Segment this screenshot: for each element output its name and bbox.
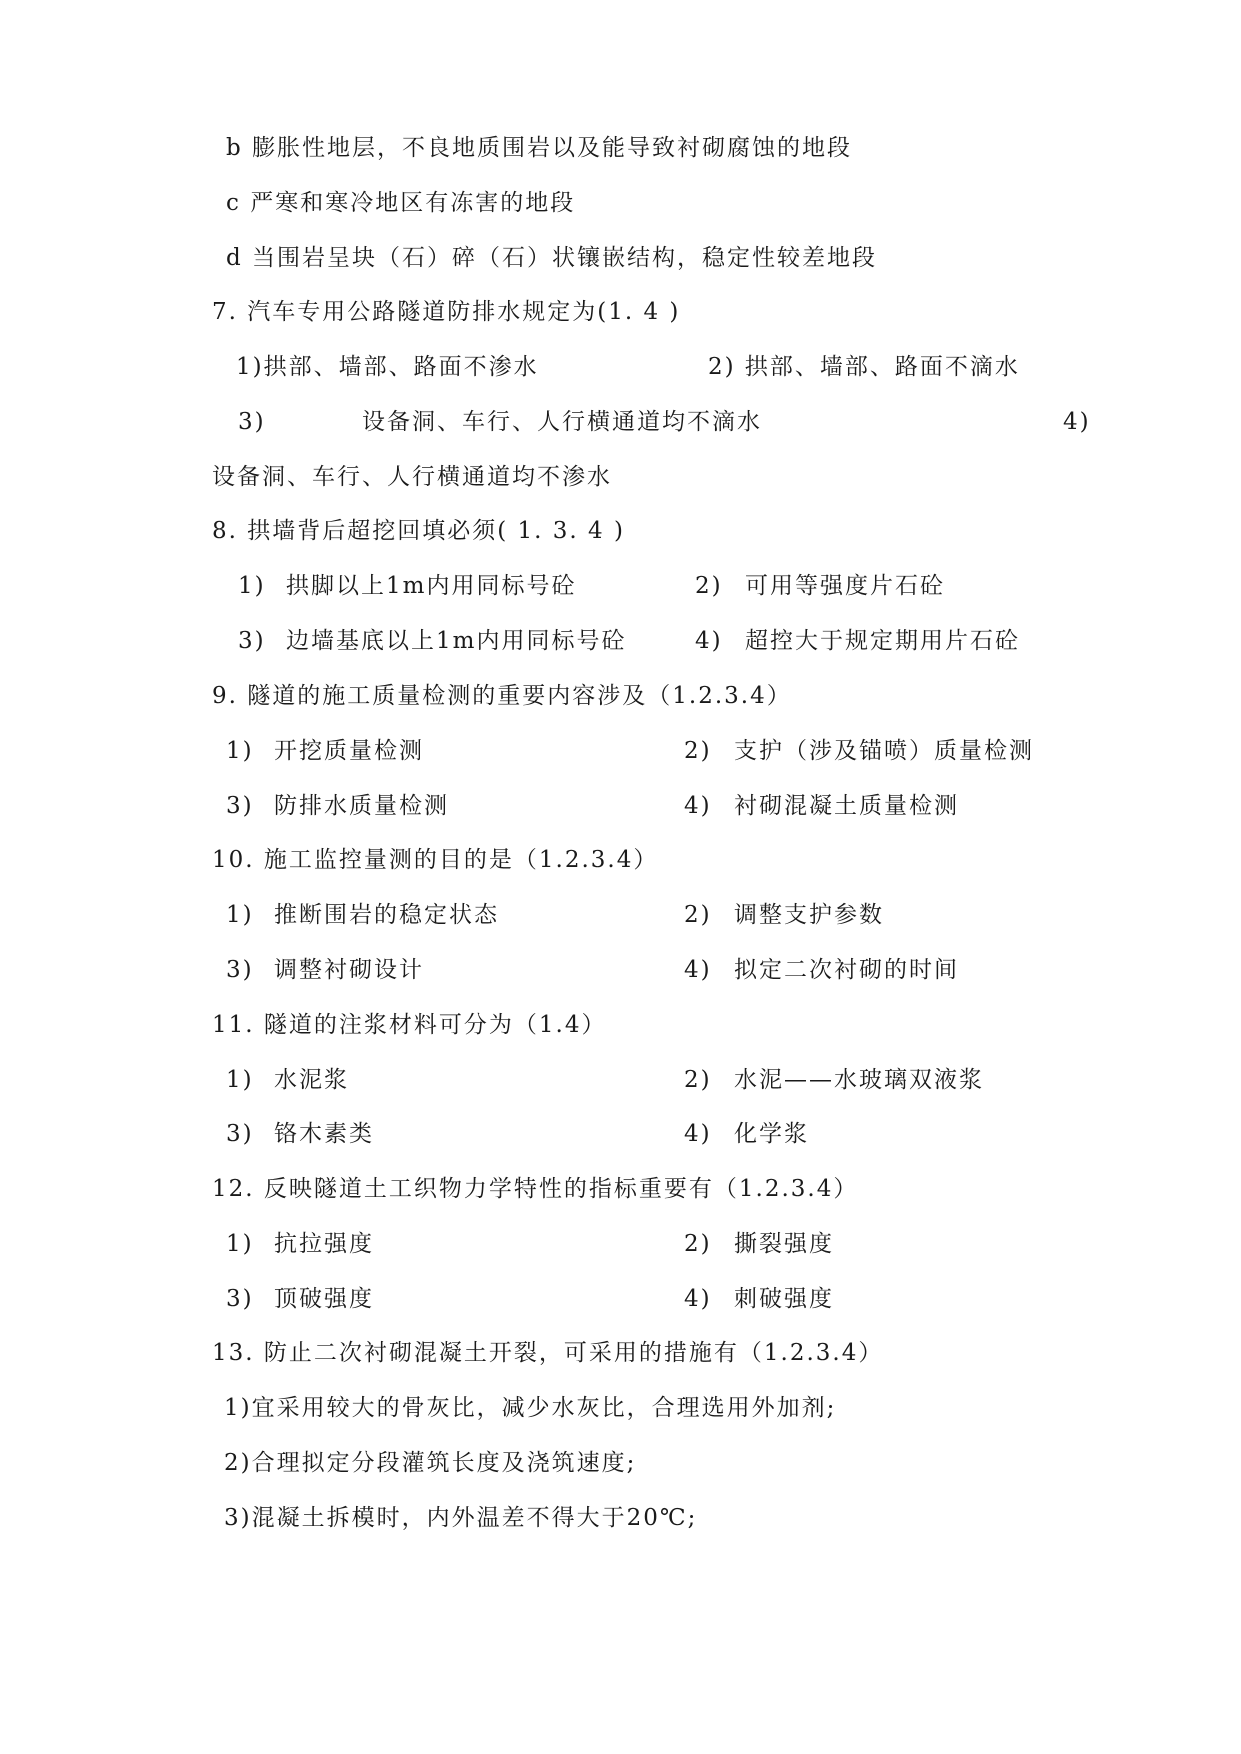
option-text: 顶破强度: [274, 1286, 374, 1312]
question-heading: [0, 292, 1241, 332]
option-row: [0, 1224, 1241, 1264]
option-number: 1): [226, 1067, 254, 1093]
question-text: 12. 反映隧道土工织物力学特性的指标重要有（1.2.3.4）: [212, 1176, 859, 1202]
option-number: 2): [684, 738, 712, 764]
option-row: [0, 1279, 1241, 1319]
question-text: 8. 拱墙背后超挖回填必须( 1. 3. 4 ): [212, 518, 625, 544]
line-text: 设备洞、车行、人行横通道均不渗水: [212, 464, 612, 490]
line-text: c 严寒和寒冷地区有冻害的地段: [226, 190, 576, 216]
question-heading: [0, 1005, 1241, 1045]
line-text: 2)合理拟定分段灌筑长度及浇筑速度;: [224, 1450, 637, 1476]
option-row: [0, 895, 1241, 935]
question-heading: [0, 1169, 1241, 1209]
option-text: 防排水质量检测: [274, 793, 449, 819]
option-text: 超控大于规定期用片石砼: [745, 628, 1020, 654]
text-line: [0, 128, 1241, 168]
option-text: 撕裂强度: [734, 1231, 834, 1257]
option-row: [0, 950, 1241, 990]
option-number: 4): [684, 793, 712, 819]
line-text: 3)混凝土拆模时，内外温差不得大于20℃;: [224, 1505, 698, 1531]
option-text: 支护（涉及锚喷）质量检测: [734, 738, 1034, 764]
option-number: 4): [684, 1121, 712, 1147]
option-number: 2): [695, 573, 723, 599]
question-text: 9. 隧道的施工质量检测的重要内容涉及（1.2.3.4）: [212, 683, 792, 709]
option-text: 设备洞、车行、人行横通道均不滴水: [362, 409, 762, 435]
text-line: [0, 238, 1241, 278]
option-number: 1): [226, 1231, 254, 1257]
option-row: [0, 786, 1241, 826]
text-line: [0, 183, 1241, 223]
option-number: 3): [226, 793, 254, 819]
option-number: 4): [684, 957, 712, 983]
option-row: [0, 731, 1241, 771]
question-text: 13. 防止二次衬砌混凝土开裂，可采用的措施有（1.2.3.4）: [212, 1340, 884, 1366]
option-row: [0, 1114, 1241, 1154]
option-number: 3): [226, 1286, 254, 1312]
option-row: [0, 566, 1241, 606]
option-number: 1): [238, 573, 266, 599]
line-text: d 当围岩呈块（石）碎（石）状镶嵌结构，稳定性较差地段: [226, 245, 878, 271]
option-number: 2): [684, 1067, 712, 1093]
option-number: 3): [226, 957, 254, 983]
option-row: [0, 621, 1241, 661]
text-line: [0, 1388, 1241, 1428]
question-text: 11. 隧道的注浆材料可分为（1.4）: [212, 1012, 607, 1038]
option-number: 2): [684, 902, 712, 928]
option-number: 4): [695, 628, 723, 654]
option-text: 调整支护参数: [734, 902, 884, 928]
line-text: b 膨胀性地层，不良地质围岩以及能导致衬砌腐蚀的地段: [226, 135, 853, 161]
text-line: [0, 1498, 1241, 1538]
option-text: 开挖质量检测: [274, 738, 424, 764]
option-text: 1)拱部、墙部、路面不渗水: [236, 354, 539, 380]
option-text: 调整衬砌设计: [274, 957, 424, 983]
option-text: 可用等强度片石砼: [745, 573, 945, 599]
question-heading: [0, 676, 1241, 716]
option-number: 3): [226, 1121, 254, 1147]
option-text: 水泥——水玻璃双液浆: [734, 1067, 984, 1093]
option-number: 2): [684, 1231, 712, 1257]
option-text: 边墙基底以上1m内用同标号砼: [286, 628, 627, 654]
option-text: 拱脚以上1m内用同标号砼: [286, 573, 577, 599]
option-number: 1): [226, 738, 254, 764]
option-text: 拟定二次衬砌的时间: [734, 957, 959, 983]
line-text: 1)宜采用较大的骨灰比，减少水灰比，合理选用外加剂;: [224, 1395, 837, 1421]
option-row: [0, 402, 1241, 442]
option-row: [0, 1060, 1241, 1100]
question-heading: [0, 511, 1241, 551]
option-text: 2) 拱部、墙部、路面不滴水: [708, 354, 1020, 380]
option-text: 衬砌混凝土质量检测: [734, 793, 959, 819]
question-text: 10. 施工监控量测的目的是（1.2.3.4）: [212, 847, 659, 873]
option-number: 3): [238, 409, 266, 435]
option-number: 3): [238, 628, 266, 654]
text-line: [0, 457, 1241, 497]
option-number: 1): [226, 902, 254, 928]
question-text: 7. 汽车专用公路隧道防排水规定为(1. 4 ): [212, 299, 681, 325]
option-text: 化学浆: [734, 1121, 809, 1147]
option-text: 水泥浆: [274, 1067, 349, 1093]
option-number: 4): [1063, 409, 1091, 435]
text-line: [0, 1443, 1241, 1483]
option-text: 铬木素类: [274, 1121, 374, 1147]
question-heading: [0, 1333, 1241, 1373]
option-text: 推断围岩的稳定状态: [274, 902, 499, 928]
option-text: 刺破强度: [734, 1286, 834, 1312]
option-row: [0, 347, 1241, 387]
option-number: 4): [684, 1286, 712, 1312]
question-heading: [0, 840, 1241, 880]
option-text: 抗拉强度: [274, 1231, 374, 1257]
